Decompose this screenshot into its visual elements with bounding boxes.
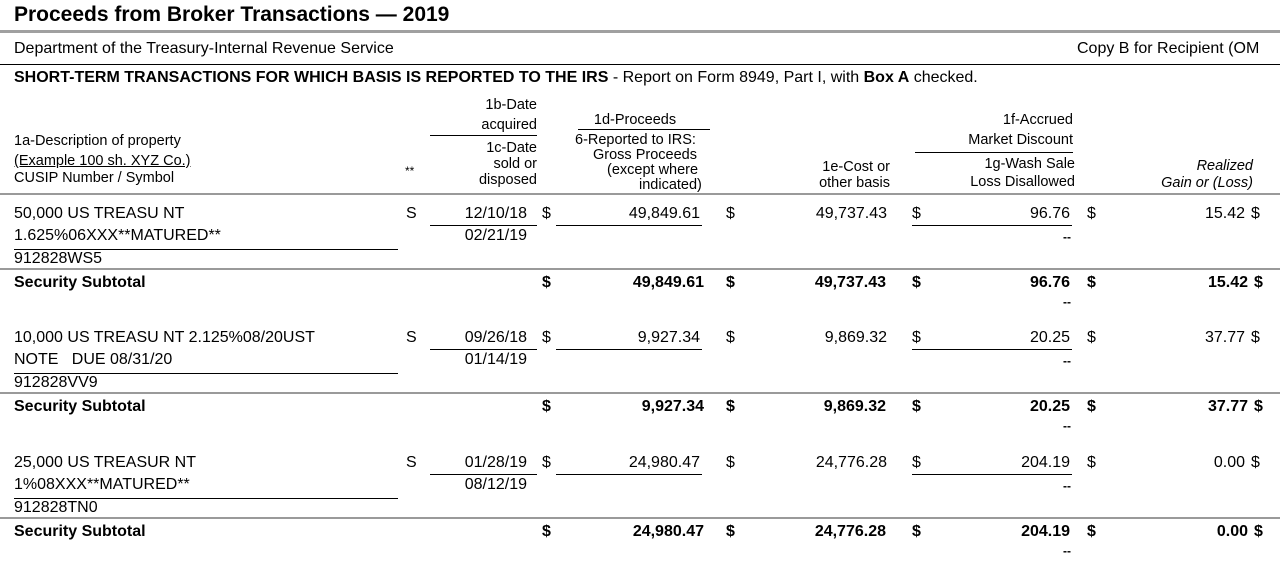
header-date-sold: [430, 140, 537, 188]
security-desc-line1: 25,000 US TREASUR NT: [14, 454, 196, 471]
proceeds-currency: $: [542, 205, 551, 222]
title-rule: [0, 30, 1280, 33]
gain-currency-left: $: [1087, 329, 1096, 346]
subtotal-accrued: 96.76: [1029, 274, 1070, 291]
header-wash-line2: Loss Disallowed: [970, 174, 1075, 190]
security-date-rule: [430, 474, 537, 475]
gain-currency-right: $: [1251, 205, 1260, 222]
subtotal-cost-currency: $: [726, 398, 735, 415]
security-proceeds-rule: [556, 474, 702, 475]
security-desc-line2: NOTE DUE 08/31/20: [14, 351, 173, 368]
subtotal-gain: 15.42: [1207, 274, 1248, 291]
cost-currency: $: [726, 329, 735, 346]
header-sold-line2: sold or: [493, 156, 537, 172]
subtotal-gain: 37.77: [1207, 398, 1248, 415]
subtotal-cost: 9,869.32: [823, 398, 886, 415]
subtotal-cost-currency: $: [726, 274, 735, 291]
security-accrued: 96.76: [1029, 205, 1070, 222]
cost-currency: $: [726, 205, 735, 222]
header-gain-line2: Gain or (Loss): [1161, 175, 1253, 191]
section-box: Box A: [863, 69, 910, 86]
subtotal-accrued: 204.19: [1021, 523, 1070, 540]
header-date-acquired: [430, 97, 537, 133]
cost-currency: $: [726, 454, 735, 471]
accrued-currency: $: [912, 329, 921, 346]
security-desc-line2: 1.625%06XXX**MATURED**: [14, 227, 221, 244]
header-accrued-line1: 1f-Accrued: [1002, 112, 1073, 128]
subtotal-cost: 24,776.28: [814, 523, 886, 540]
security-cusip: 912828TN0: [14, 499, 98, 516]
header-cost: [780, 159, 890, 191]
subtotal-label: Security Subtotal: [14, 398, 146, 415]
gain-currency-left: $: [1087, 454, 1096, 471]
security-date-acquired: 01/28/19: [464, 454, 527, 471]
header-proceeds-line2: 6-Reported to IRS:: [575, 132, 696, 148]
security-wash: --: [1063, 354, 1071, 368]
subtotal-accrued-currency: $: [912, 398, 921, 415]
section-heading: [14, 69, 978, 87]
header-acquired-line2: acquired: [481, 117, 537, 133]
security-gain: 37.77: [1204, 329, 1245, 346]
security-code: S: [406, 454, 417, 471]
subtotal-gain-currency-left: $: [1087, 274, 1096, 291]
subtotal-label: Security Subtotal: [14, 523, 146, 540]
header-wash: [915, 156, 1075, 190]
header-proceeds-detail: [560, 133, 710, 193]
security-desc-line1: 10,000 US TREASU NT 2.125%08/20UST: [14, 329, 315, 346]
accrued-currency: $: [912, 454, 921, 471]
security-proceeds: 49,849.61: [628, 205, 700, 222]
gain-currency-right: $: [1251, 329, 1260, 346]
subtotal-proceeds: 24,980.47: [632, 523, 704, 540]
section-end: checked.: [909, 69, 978, 86]
header-accrued: [915, 112, 1073, 148]
subtotal-accrued-currency: $: [912, 274, 921, 291]
gain-currency-right: $: [1251, 454, 1260, 471]
subtotal-proceeds-currency: $: [542, 523, 551, 540]
section-normal: - Report on Form 8949, Part I, with: [608, 69, 864, 86]
security-code: S: [406, 205, 417, 222]
security-accrued-rule: [912, 225, 1072, 226]
security-proceeds: 9,927.34: [637, 329, 700, 346]
security-desc-line1: 50,000 US TREASU NT: [14, 205, 185, 222]
security-date-rule: [430, 225, 537, 226]
subtotal-rule: [0, 268, 1280, 270]
proceeds-currency: $: [542, 329, 551, 346]
subtotal-cost-currency: $: [726, 523, 735, 540]
header-gain: [1120, 158, 1253, 191]
security-cusip: 912828WS5: [14, 250, 103, 267]
security-cost: 24,776.28: [815, 454, 887, 471]
proceeds-currency: $: [542, 454, 551, 471]
security-cost: 9,869.32: [824, 329, 887, 346]
header-gain-line1: Realized: [1196, 158, 1253, 174]
header-desc-line1: 1a-Description of property: [14, 133, 181, 149]
subtotal-proceeds: 9,927.34: [641, 398, 704, 415]
security-accrued: 20.25: [1029, 329, 1070, 346]
header-accrued-line2: Market Discount: [968, 132, 1073, 148]
subtotal-rule: [0, 392, 1280, 394]
header-proceeds-line4: (except where: [607, 162, 699, 178]
header-stars: **: [405, 164, 415, 178]
subtotal-wash: --: [1063, 544, 1071, 558]
header-sold-line1: 1c-Date: [486, 140, 537, 156]
accrued-currency: $: [912, 205, 921, 222]
header-accrued-rule: [915, 152, 1073, 153]
gain-currency-left: $: [1087, 205, 1096, 222]
security-date-acquired: 09/26/18: [464, 329, 527, 346]
section-bold: SHORT-TERM TRANSACTIONS FOR WHICH BASIS IS REPORTED TO THE IRS: [14, 69, 609, 86]
header-sold-line3: disposed: [478, 172, 537, 188]
subtotal-gain-currency-right: $: [1254, 274, 1263, 291]
department-label: Department of the Treasury-Internal Revenue Service: [14, 40, 394, 57]
subtotal-gain-currency-right: $: [1254, 398, 1263, 415]
security-proceeds-rule: [556, 225, 702, 226]
header-desc-line2: (Example 100 sh. XYZ Co.): [14, 153, 191, 169]
security-date-sold: 08/12/19: [464, 476, 527, 493]
subtotal-gain-currency-left: $: [1087, 398, 1096, 415]
security-proceeds-rule: [556, 349, 702, 350]
header-proceeds-line3: Gross Proceeds: [593, 147, 697, 163]
security-wash: --: [1063, 479, 1071, 493]
security-accrued-rule: [912, 474, 1072, 475]
subtotal-accrued: 20.25: [1029, 398, 1070, 415]
security-wash: --: [1063, 230, 1071, 244]
subtotal-accrued-currency: $: [912, 523, 921, 540]
subtotal-gain-currency-right: $: [1254, 523, 1263, 540]
subtotal-proceeds-currency: $: [542, 398, 551, 415]
security-code: S: [406, 329, 417, 346]
security-desc-line2: 1%08XXX**MATURED**: [14, 476, 190, 493]
copy-label: Copy B for Recipient (OM: [1077, 40, 1260, 57]
header-proceeds: 1d-Proceeds: [593, 112, 677, 128]
subtotal-proceeds-currency: $: [542, 274, 551, 291]
security-date-sold: 02/21/19: [464, 227, 527, 244]
subtotal-wash: --: [1063, 295, 1071, 309]
security-cusip: 912828VV9: [14, 374, 98, 391]
header-acquired-line1: 1b-Date: [485, 97, 537, 113]
subtotal-proceeds: 49,849.61: [632, 274, 704, 291]
header-bottom-rule: [0, 193, 1280, 195]
subtotal-label: Security Subtotal: [14, 274, 146, 291]
header-acquired-rule: [430, 135, 537, 136]
header-cost-line2: other basis: [819, 175, 890, 191]
security-accrued: 204.19: [1021, 454, 1070, 471]
subtotal-rule: [0, 517, 1280, 519]
header-wash-line1: 1g-Wash Sale: [984, 156, 1075, 172]
subtotal-gain: 0.00: [1216, 523, 1248, 540]
security-accrued-rule: [912, 349, 1072, 350]
header-proceeds-line5: indicated): [639, 177, 702, 193]
subtotal-cost: 49,737.43: [814, 274, 886, 291]
header-desc-line3: CUSIP Number / Symbol: [14, 170, 175, 186]
header-cost-line1: 1e-Cost or: [822, 159, 890, 175]
subtotal-gain-currency-left: $: [1087, 523, 1096, 540]
security-date-sold: 01/14/19: [464, 351, 527, 368]
security-gain: 15.42: [1204, 205, 1245, 222]
security-date-acquired: 12/10/18: [464, 205, 527, 222]
security-proceeds: 24,980.47: [628, 454, 700, 471]
subtotal-wash: --: [1063, 419, 1071, 433]
security-cost: 49,737.43: [815, 205, 887, 222]
header-rule: [0, 64, 1280, 65]
page-title: Proceeds from Broker Transactions — 2019: [14, 3, 450, 26]
header-proceeds-rule: [578, 129, 710, 130]
security-date-rule: [430, 349, 537, 350]
security-gain: 0.00: [1213, 454, 1245, 471]
header-description: [14, 133, 191, 186]
